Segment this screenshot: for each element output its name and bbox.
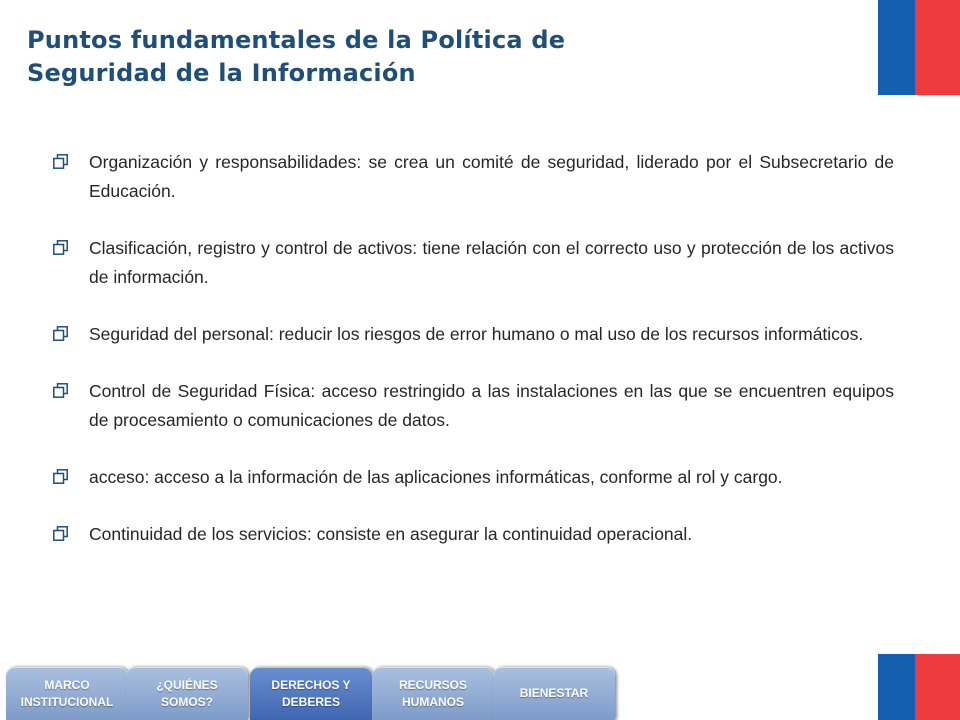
flag-stripe-top [878,0,960,95]
flag-blue-stripe [878,0,915,95]
nav-button-label: ¿QUIÉNES SOMOS? [156,677,218,709]
list-item-text: Clasificación, registro y control de activos: tiene relación con el correcto uso y protección de los activos de información. [89,238,894,287]
bullet-list [50,148,894,577]
nav-button-label: MARCO INSTITUCIONAL [20,677,114,709]
nav-button-label: RECURSOS HUMANOS [398,677,467,709]
list-item [50,148,894,206]
checkbox-icon [53,383,68,398]
list-item [50,520,894,549]
nav-button-bienestar[interactable] [493,667,615,720]
list-item-text: Organización y responsabilidades: se crea un comité de seguridad, liderado por el Subsecretario de Educación. [89,152,894,201]
list-item [50,463,894,492]
list-item [50,320,894,349]
flag-blue-stripe [878,654,915,720]
nav-button-label: DERECHOS Y DEBERES [271,677,351,709]
bottom-nav [6,663,626,720]
checkbox-icon [53,326,68,341]
nav-button-derechos-deberes[interactable] [250,667,372,720]
checkbox-icon [53,526,68,541]
nav-button-marco-institucional[interactable] [6,667,128,720]
list-item-text: acceso: acceso a la información de las aplicaciones informáticas, conforme al rol y cargo. [89,467,783,487]
checkbox-icon [53,469,68,484]
flag-red-stripe [915,0,960,95]
list-item-text: Seguridad del personal: reducir los riesgos de error humano o mal uso de los recursos informáticos. [89,324,864,344]
nav-button-label: BIENESTAR [519,686,589,700]
list-item [50,234,894,292]
page-title [27,24,847,90]
list-item-text: Continuidad de los servicios: consiste en asegurar la continuidad operacional. [89,524,693,544]
list-item-text: Control de Seguridad Física: acceso restringido a las instalaciones en las que se encuentren equipos de procesamiento o comunicaciones de datos. [89,381,894,430]
page-title-line-1: Puntos fundamentales de la Política de [27,26,566,54]
list-item [50,377,894,435]
flag-red-stripe [915,654,960,720]
checkbox-icon [53,240,68,255]
nav-button-recursos-humanos[interactable] [372,667,494,720]
nav-button-quienes-somos[interactable] [126,667,248,720]
checkbox-icon [53,154,68,169]
page-title-line-2: Seguridad de la Información [27,59,416,87]
flag-stripe-bottom [878,654,960,720]
